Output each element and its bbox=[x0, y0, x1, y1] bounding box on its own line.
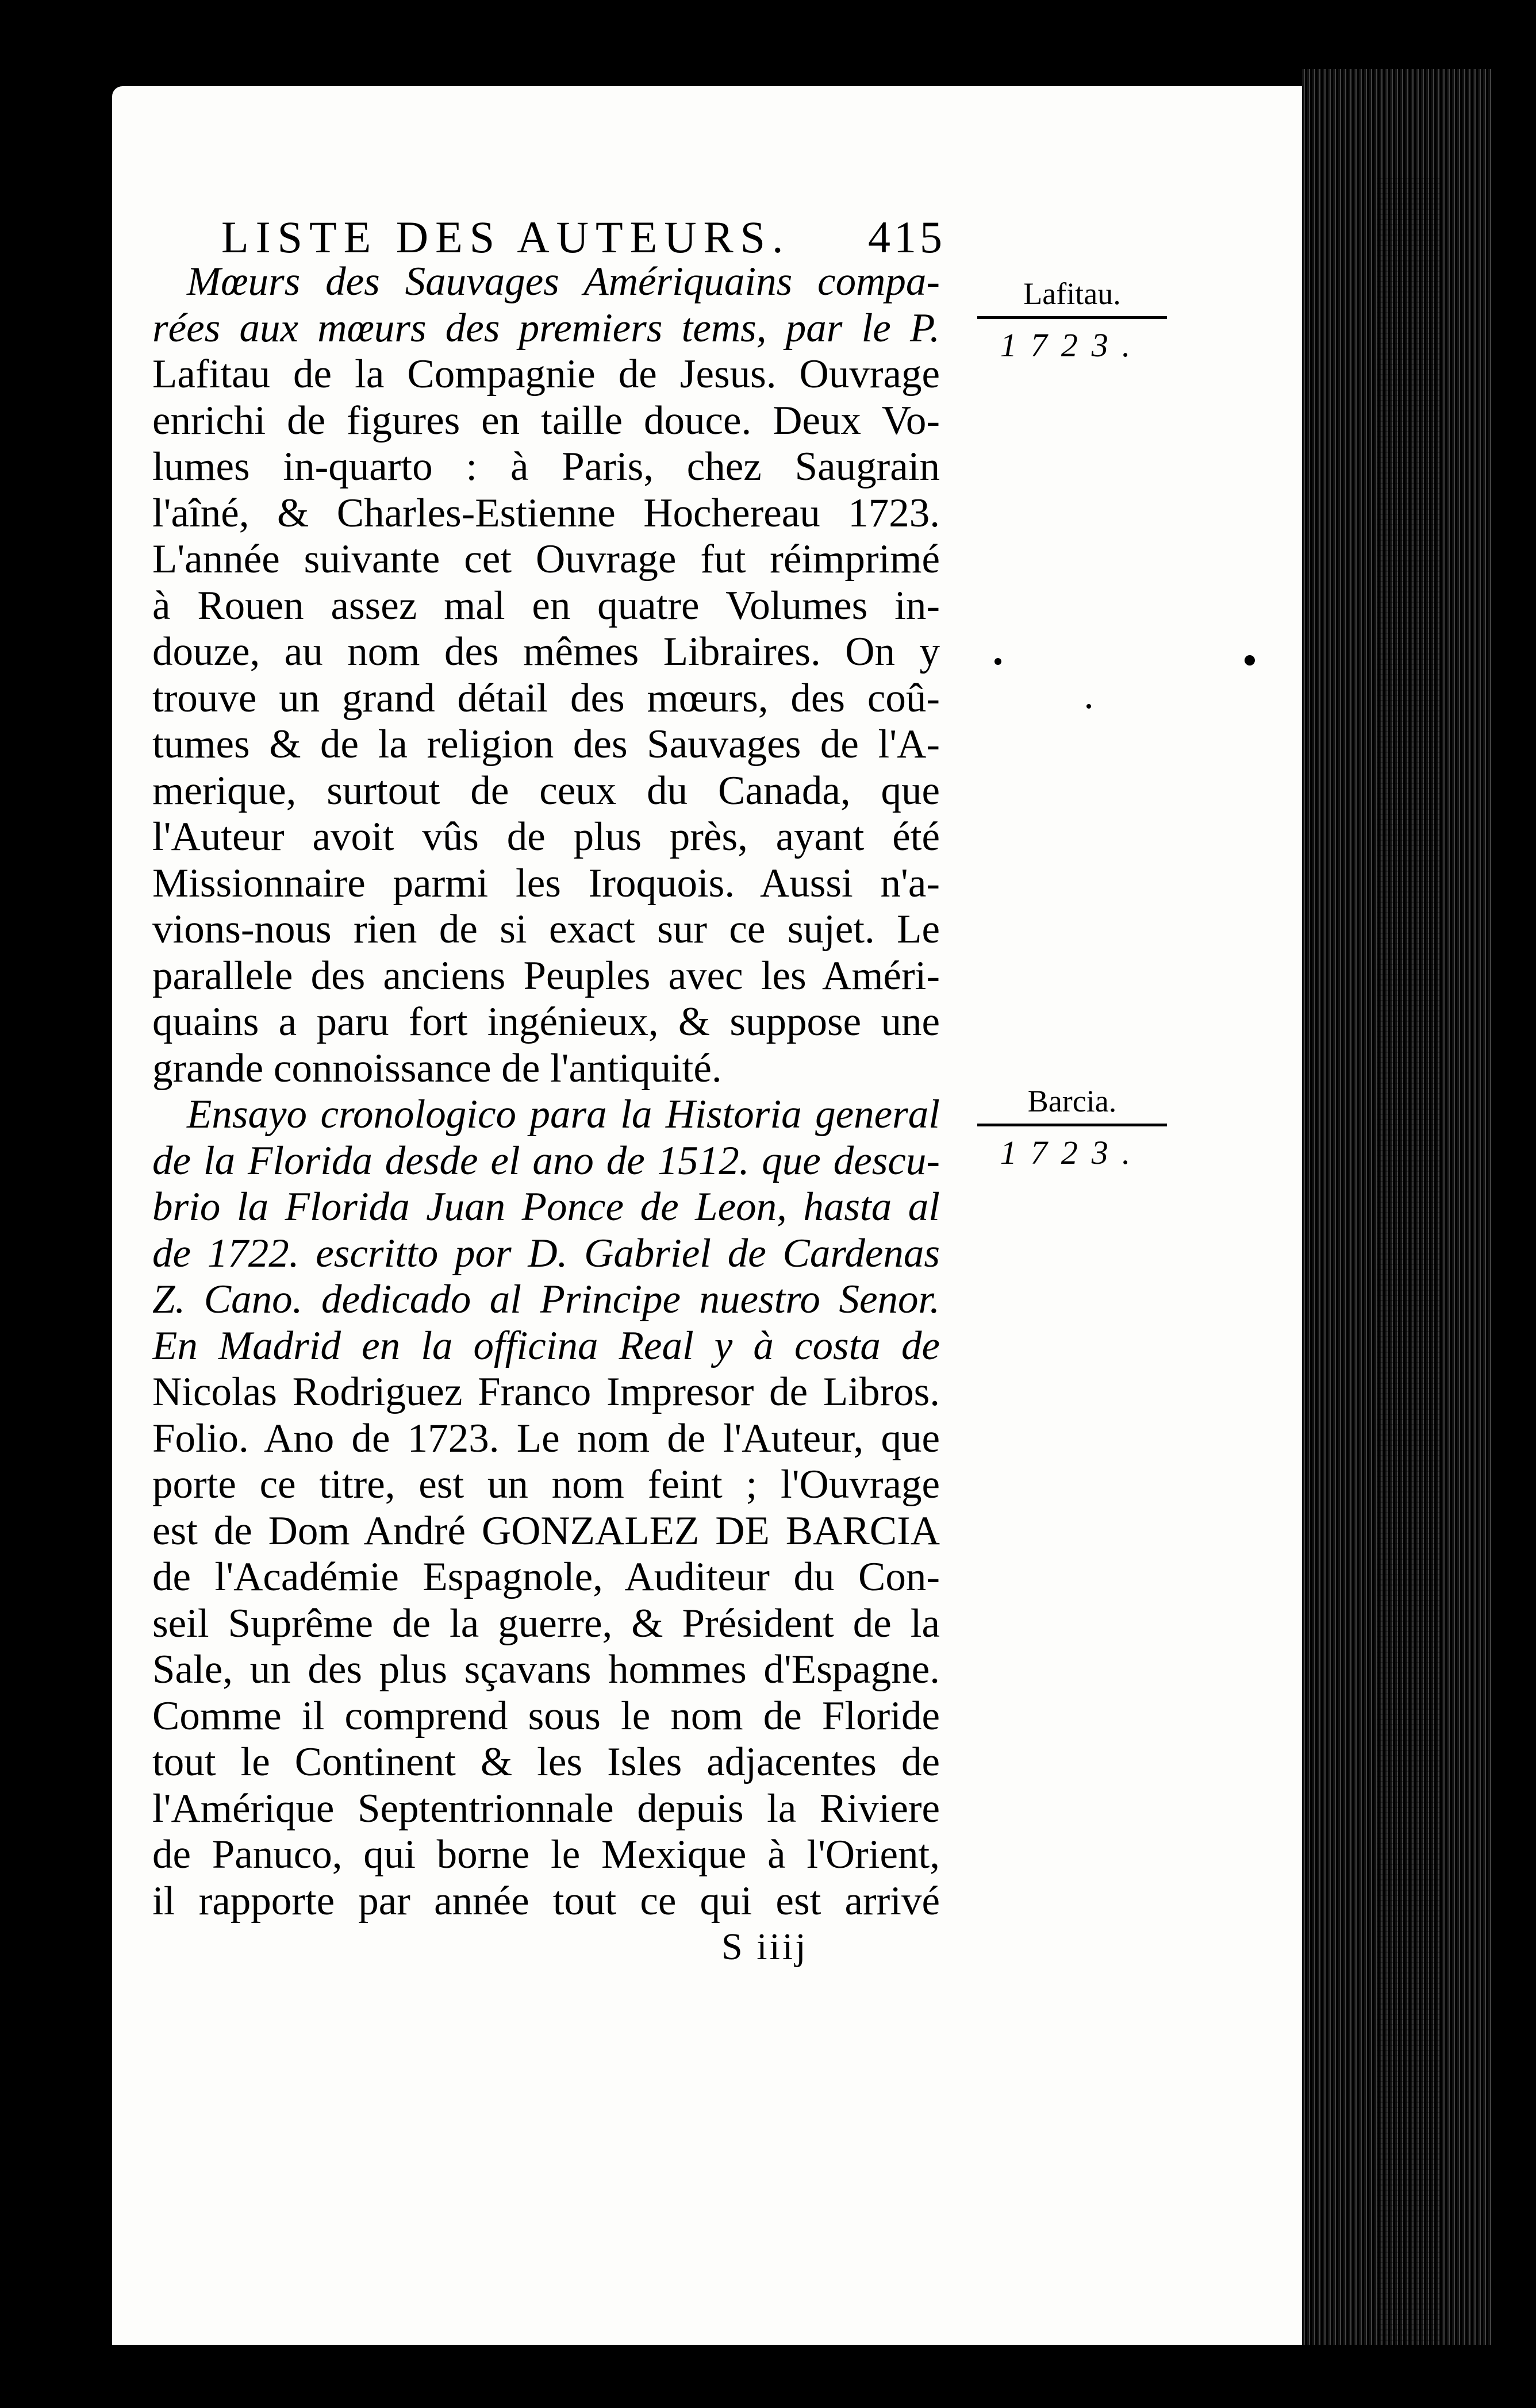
text-line: enrichi de figures en taille douce. Deux Vo- bbox=[152, 398, 940, 443]
margin-rule bbox=[977, 316, 1167, 319]
signature-mark: S iiij bbox=[721, 1926, 808, 1968]
text-line: trouve un grand détail des mœurs, des coû- bbox=[152, 675, 940, 721]
text-line: grande connoissance de l'antiquité. bbox=[152, 1045, 722, 1091]
ink-speck bbox=[994, 658, 1001, 665]
text-line: seil Suprême de la guerre, & Président de la bbox=[152, 1601, 940, 1646]
text-line: porte ce titre, est un nom feint ; l'Ouvrage bbox=[152, 1462, 940, 1507]
text-line: rées aux mœurs des premiers tems, par le P. bbox=[152, 305, 940, 351]
text-line: vions-nous rien de si exact sur ce sujet. Le bbox=[152, 907, 940, 952]
body-text bbox=[152, 259, 940, 1924]
text-line: l'Amérique Septentrionnale depuis la Riviere bbox=[152, 1786, 940, 1831]
text-line: brio la Florida Juan Ponce de Leon, hasta al bbox=[152, 1184, 940, 1229]
text-line: de la Florida desde el ano de 1512. que descu- bbox=[152, 1138, 940, 1183]
text-line: l'aîné, & Charles-Estienne Hochereau 1723. bbox=[152, 490, 940, 536]
margin-note-barcia bbox=[977, 1083, 1167, 1172]
text-line: parallele des anciens Peuples avec les Améri- bbox=[152, 953, 940, 998]
text-line: merique, surtout de ceux du Canada, que bbox=[152, 768, 940, 813]
text-line: lumes in-quarto : à Paris, chez Saugrain bbox=[152, 444, 940, 489]
text-line: Nicolas Rodriguez Franco Impresor de Libros. bbox=[152, 1370, 940, 1414]
text-line: Ensayo cronologico para la Historia general bbox=[187, 1092, 940, 1137]
text-line: L'année suivante cet Ouvrage fut réimprimé bbox=[152, 537, 940, 582]
margin-rule bbox=[977, 1124, 1167, 1126]
text-line: Lafitau de la Compagnie de Jesus. Ouvrage bbox=[152, 352, 940, 397]
page-edge-texture bbox=[1377, 178, 1440, 2408]
text-line: à Rouen assez mal en quatre Volumes in- bbox=[152, 583, 940, 628]
text-line: tumes & de la religion des Sauvages de l'A- bbox=[152, 722, 940, 767]
margin-note-year: 1723. bbox=[1000, 326, 1145, 364]
text-line: l'Auteur avoit vûs de plus près, ayant été bbox=[152, 814, 940, 859]
ink-speck bbox=[1245, 655, 1255, 666]
text-line: Z. Cano. dedicado al Principe nuestro Senor. bbox=[152, 1277, 940, 1322]
text-line: de l'Académie Espagnole, Auditeur du Con- bbox=[152, 1555, 940, 1599]
text-line: Comme il comprend sous le nom de Floride bbox=[152, 1693, 940, 1738]
text-line: il rapporte par année tout ce qui est arrivé bbox=[152, 1878, 940, 1924]
text-line: de Panuco, qui borne le Mexique à l'Orient, bbox=[152, 1832, 940, 1877]
text-line: est de Dom André GONZALEZ DE BARCIA bbox=[152, 1508, 940, 1553]
margin-note-lafitau bbox=[977, 276, 1167, 364]
text-line: de 1722. escritto por D. Gabriel de Cardenas bbox=[152, 1230, 940, 1276]
page-number: 415 bbox=[868, 212, 946, 262]
text-line: Folio. Ano de 1723. Le nom de l'Auteur, que bbox=[152, 1415, 940, 1461]
text-line: Sale, un des plus sçavans hommes d'Espagne. bbox=[152, 1647, 940, 1692]
text-line: douze, au nom des mêmes Libraires. On y bbox=[152, 629, 940, 674]
text-line: quains a paru fort ingénieux, & suppose une bbox=[152, 999, 940, 1044]
margin-note-name: Barcia. bbox=[1027, 1084, 1117, 1118]
text-line: Missionnaire parmi les Iroquois. Aussi n'a- bbox=[152, 860, 940, 906]
running-title: LISTE DES AUTEURS. bbox=[221, 212, 790, 262]
running-header bbox=[221, 211, 946, 263]
text-line: En Madrid en la officina Real y à costa de bbox=[152, 1323, 940, 1368]
text-line: Mœurs des Sauvages Amériquains compa- bbox=[187, 259, 940, 304]
margin-note-name: Lafitau. bbox=[1023, 276, 1121, 311]
left-scan-border bbox=[0, 0, 23, 2369]
ink-speck bbox=[1086, 704, 1091, 709]
text-line: tout le Continent & les Isles adjacentes de bbox=[152, 1740, 940, 1784]
margin-note-year: 1723. bbox=[1000, 1134, 1145, 1171]
